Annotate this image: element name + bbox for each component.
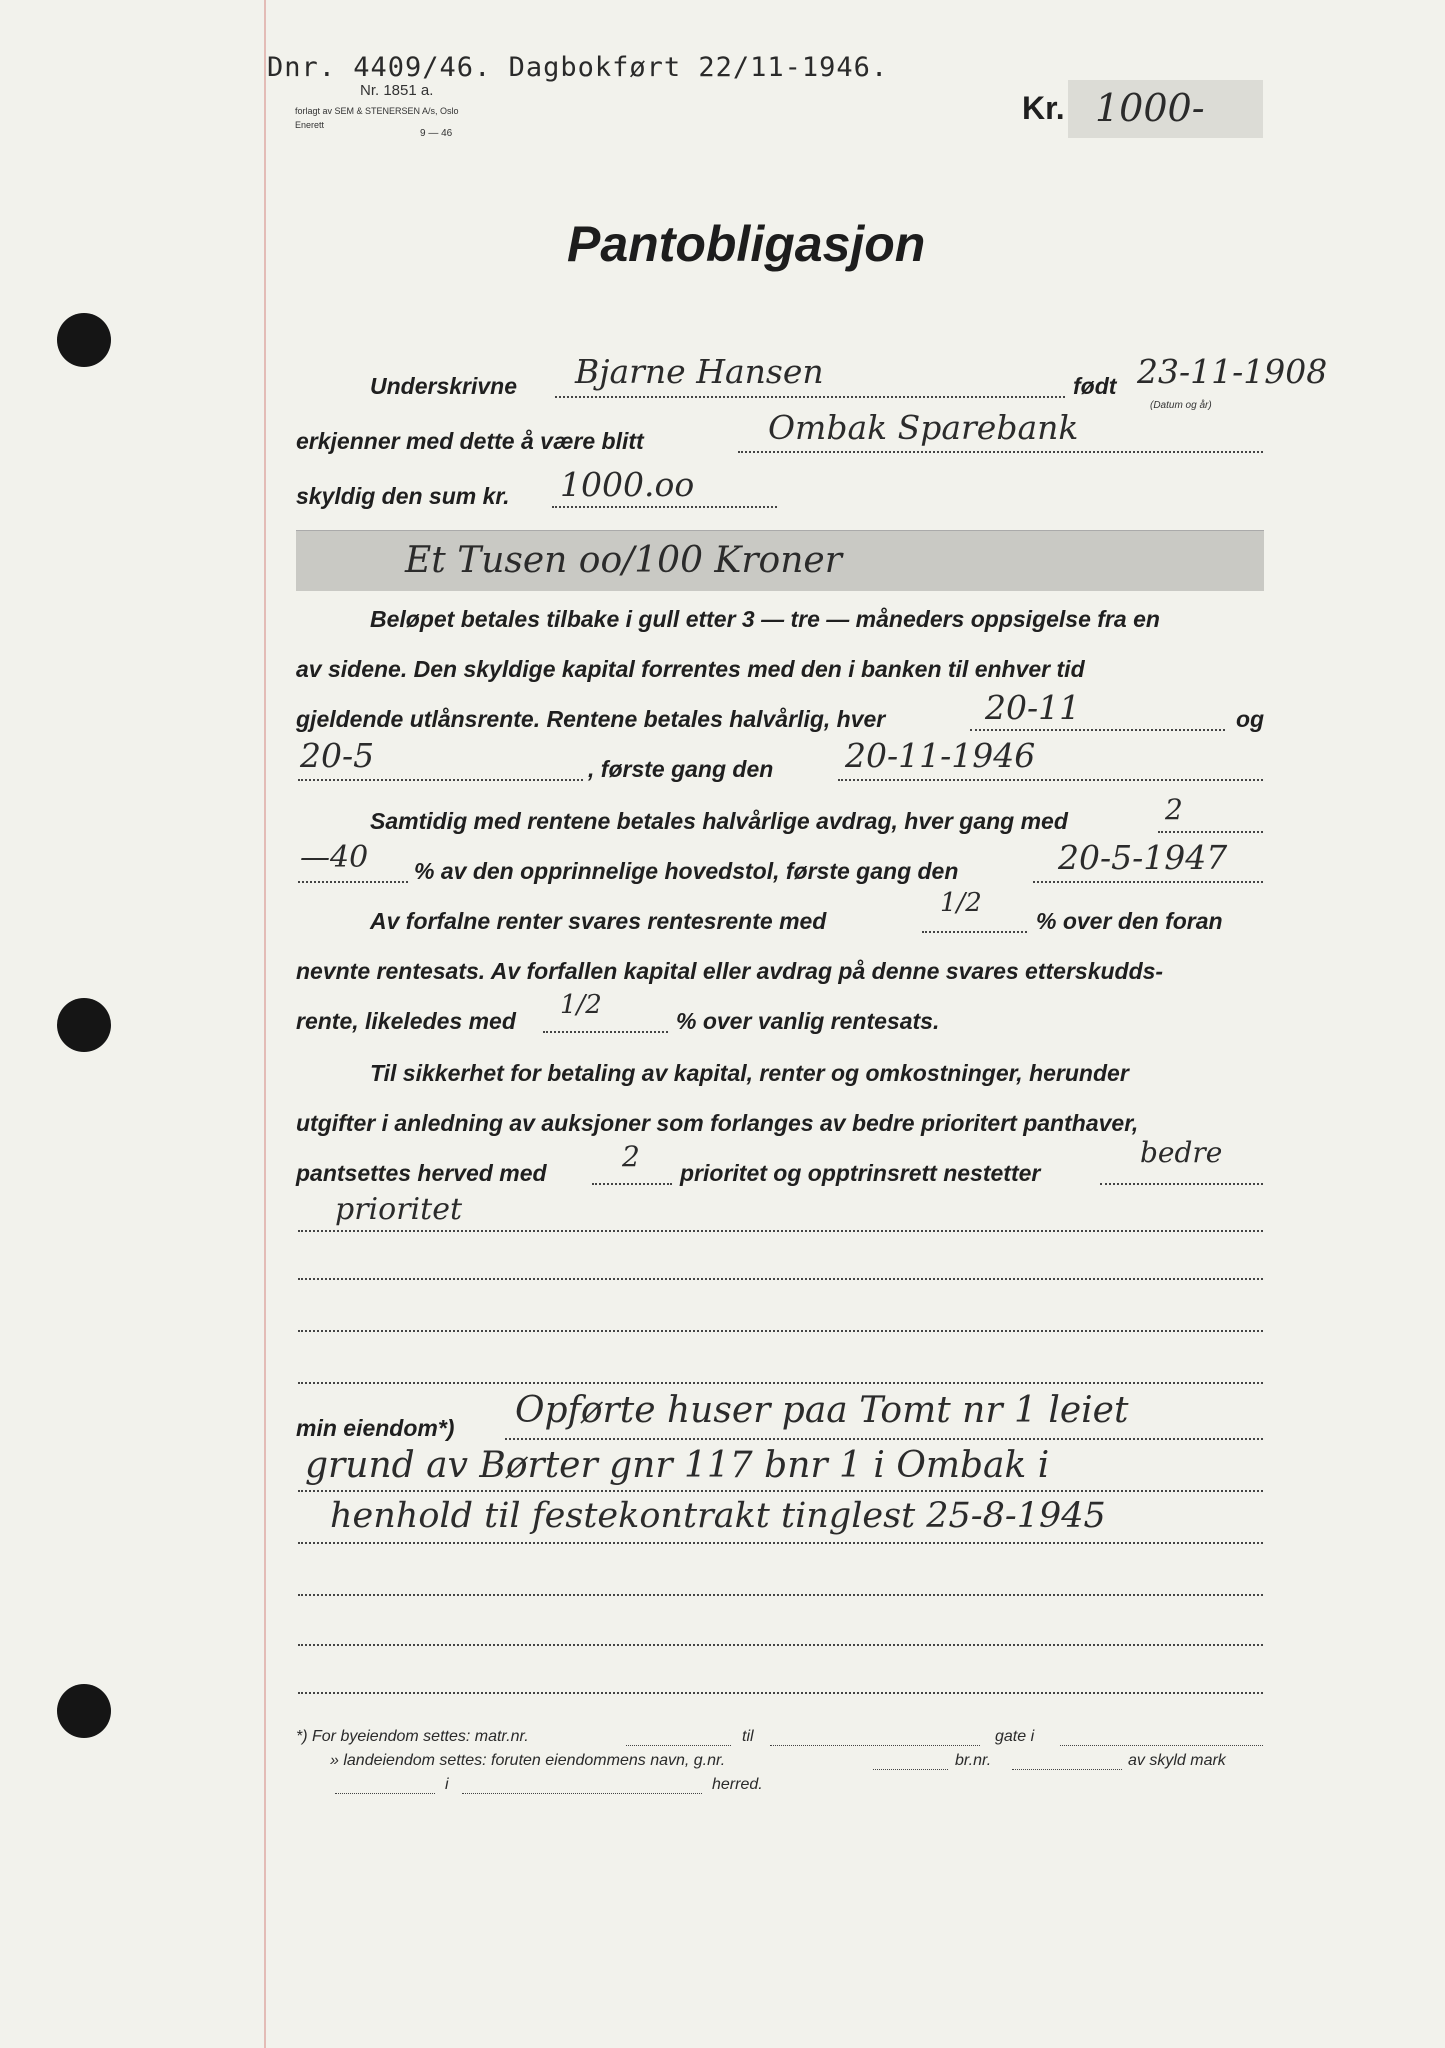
skyldig-label: skyldig den sum kr. <box>296 483 510 509</box>
footnote-line3a: i <box>445 1776 449 1793</box>
footnote-line1a: *) For byeiendom settes: matr.nr. <box>296 1728 529 1745</box>
amount-figures: 1000.oo <box>560 465 695 504</box>
amount-words: Et Tusen oo/100 Kroner <box>405 540 842 581</box>
punch-hole <box>57 998 111 1052</box>
fodt-label: født <box>1073 373 1117 399</box>
penalty-rate-2: 1/2 <box>560 990 602 1020</box>
debtor-name: Bjarne Hansen <box>575 352 824 391</box>
footnote-dots <box>626 1745 731 1746</box>
punch-hole <box>57 313 111 367</box>
property-line-2 <box>298 1490 1263 1492</box>
penalty-rate-1-line <box>922 931 1027 933</box>
blank-line-7 <box>298 1692 1263 1694</box>
para3-line1a: Av forfalne renter svares rentesrente med <box>370 908 827 934</box>
underskrivne-label: Underskrivne <box>370 373 518 399</box>
form-date: 9 — 46 <box>420 128 453 139</box>
amount-line <box>552 506 777 508</box>
footnote-dots <box>873 1769 948 1770</box>
footnote-dots <box>335 1793 435 1794</box>
para2-line1: Samtidig med rentene betales halvårlige avdrag, hver gang med <box>370 808 1068 834</box>
priority-after-line <box>1100 1183 1263 1185</box>
creditor-line <box>738 451 1263 453</box>
para1-line1: Beløpet betales tilbake i gull etter 3 — tre — måneders oppsigelse fra en <box>370 606 1160 632</box>
footnote-line3b: herred. <box>712 1776 763 1793</box>
blank-line-2 <box>298 1278 1263 1280</box>
blank-line-1 <box>298 1230 1263 1232</box>
first-interest-date: 20-11-1946 <box>845 736 1036 775</box>
blank-line-4 <box>298 1382 1263 1384</box>
para1-line2: av sidene. Den skyldige kapital forrentes med den i banken til enhver tid <box>296 656 1085 682</box>
interest-date-1: 20-11 <box>985 688 1081 727</box>
first-interest-line <box>838 779 1263 781</box>
priority-after-1: bedre <box>1140 1136 1223 1169</box>
para2-line2: % av den opprinnelige hovedstol, første gang den <box>414 858 959 884</box>
para4-line3b: prioritet og opptrinsrett nestetter <box>680 1160 1041 1186</box>
blank-line-6 <box>298 1644 1263 1646</box>
property-text-2: grund av Børter gnr 117 bnr 1 i Ombak i <box>305 1445 1050 1486</box>
form-number: Nr. 1851 a. <box>360 82 434 99</box>
para1-line3a: gjeldende utlånsrente. Rentene betales halvårlig, hver <box>296 706 886 732</box>
footnote-dots <box>770 1745 980 1746</box>
interest-date-2: 20-5 <box>300 736 375 775</box>
para3-line3b: % over vanlig rentesats. <box>676 1008 940 1034</box>
para3-line1b: % over den foran <box>1036 908 1223 934</box>
kr-amount: 1000- <box>1095 86 1205 130</box>
penalty-rate-2-line <box>543 1031 668 1033</box>
birth-date: 23-11-1908 <box>1137 352 1328 391</box>
property-line-3 <box>298 1542 1263 1544</box>
footnote-line2a: » landeiendom settes: foruten eiendommens navn, g.nr. <box>330 1752 726 1769</box>
footnote-line1b: til <box>742 1728 754 1745</box>
kr-label: Kr. <box>1022 90 1065 126</box>
eiendom-label: min eiendom*) <box>296 1415 455 1441</box>
birth-hint: (Datum og år) <box>1150 400 1212 411</box>
para3-line3a: rente, likeledes med <box>296 1008 516 1034</box>
priority-after-2: prioritet <box>335 1192 463 1227</box>
property-text-1: Opførte huser paa Tomt nr 1 leiet <box>515 1390 1129 1431</box>
property-text-3: henhold til festekontrakt tinglest 25-8-1945 <box>330 1496 1106 1536</box>
interest-date-2-line <box>298 779 583 781</box>
para4-line2: utgifter i anledning av auksjoner som forlanges av bedre prioritert panthaver, <box>296 1110 1139 1136</box>
para3-line2: nevnte rentesats. Av forfallen kapital eller avdrag på denne svares etterskudds- <box>296 958 1164 984</box>
footnote-line2c: av skyld mark <box>1128 1752 1226 1769</box>
footnote-dots <box>1060 1745 1263 1746</box>
blank-line-5 <box>298 1594 1263 1596</box>
first-installment-date: 20-5-1947 <box>1058 838 1228 877</box>
publisher-line: forlagt av SEM & STENERSEN A/s, Oslo <box>295 106 459 116</box>
erkjenner-label: erkjenner med dette å være blitt <box>296 428 644 454</box>
punch-hole <box>57 1684 111 1738</box>
footnote-dots <box>462 1793 702 1794</box>
penalty-rate-1: 1/2 <box>940 888 982 918</box>
name-line <box>555 396 1065 398</box>
installment-percent-line <box>298 881 408 883</box>
priority-number-line <box>592 1183 672 1185</box>
interest-date-line <box>970 729 1225 731</box>
footnote-line2b: br.nr. <box>955 1752 992 1769</box>
creditor-name: Ombak Sparebank <box>768 408 1079 447</box>
first-installment-line <box>1033 881 1263 883</box>
para4-line1: Til sikkerhet for betaling av kapital, renter og omkostninger, herunder <box>370 1060 1129 1086</box>
og-label: og <box>1236 706 1265 732</box>
installment-percent-b: —40 <box>300 840 369 875</box>
journal-stamp: Dnr. 4409/46. Dagbokført 22/11-1946. <box>267 52 889 83</box>
para4-line3a: pantsettes herved med <box>296 1160 547 1186</box>
blank-line-3 <box>298 1330 1263 1332</box>
priority-number: 2 <box>622 1140 640 1173</box>
footnote-line1c: gate i <box>995 1728 1035 1745</box>
footnote-dots <box>1012 1769 1122 1770</box>
forste-gang-label: , første gang den <box>588 756 774 782</box>
document-title: Pantobligasjon <box>567 216 926 272</box>
margin-line <box>264 0 266 2048</box>
installment-line <box>1158 831 1263 833</box>
installment-percent-a: 2 <box>1165 793 1183 826</box>
property-line-1 <box>505 1438 1263 1440</box>
copyright-label: Enerett <box>295 120 325 130</box>
